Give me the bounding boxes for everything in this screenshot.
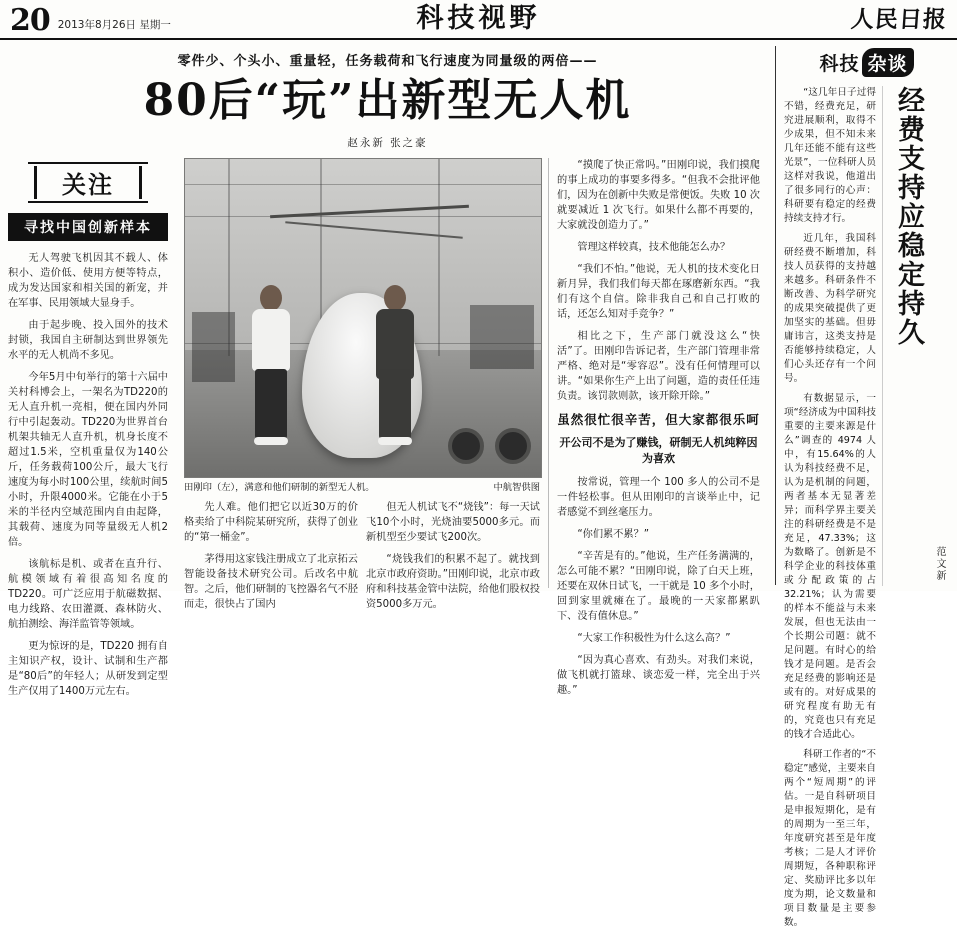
feature-columns bbox=[8, 158, 767, 697]
body-paragraph: “辛苦是有的。”他说，生产任务满满的，怎么可能不累？“田刚印说，除了白天上班，还要在双休日试飞，一干就是 10 多个小时，回到家里就瘫在了。最晚的一天家都累趴下、没有值休息。” bbox=[557, 551, 760, 622]
rail-badge bbox=[784, 48, 949, 78]
photo-person-shoes bbox=[254, 437, 288, 445]
photo-caption-text: 田刚印（左），满意和他们研制的新型无人机。 bbox=[184, 482, 375, 493]
body-paragraph: 今年5月中旬举行的第十六届中关村科博会上，一架名为TD220的无人直升机一亮相，便在国内外同行中引起轰动。TD220为世界首台机架共轴无人直升机，机身长度不超过1.5米，空机重量仅为140公斤，任务载荷100公斤，最大飞行速度为每小时100公里，续航时间5小时，升限4000米。它能在小于5米的半径内空域范围内自由起降，其载荷、速度为同等量级无人机2倍。 bbox=[8, 372, 168, 548]
photo-wheel bbox=[495, 428, 531, 464]
body-paragraph: 无人驾驶飞机因其不载人、体积小、造价低、使用方便等特点，成为发达国家和相关国的新宠，并在军事、民用领域大显身手。 bbox=[8, 253, 168, 309]
body-paragraph: 有数据显示，一项“经济成为中国科技重要的主要来源是什么”调查的 4974 人中，有15.64%的人认为科技经费不足，认为是机制的问题，两者基本无显著差异；而科学界主要关注的科研经费是不是充足，47.33%；这为数略了。创新是不科学企业的科技体重或分配政策的占 32.21%；认为需要的样本不能益与未来发展，但也无法由一个长期公司题：就不足问题。有时心的给钱才是问题。是否会充足经费的影响还是或有的。对好成果的研究程度有助无有的，究竟也只有充足的钱才合适此心。 bbox=[784, 393, 876, 740]
opinion-column bbox=[776, 46, 949, 928]
series-bar: 寻找中国创新样本 bbox=[8, 213, 168, 241]
photo-person-head bbox=[384, 285, 406, 311]
body-paragraph: 先人难。他们把它以近30万的价格卖给了中科院某研究所，获得了创业的“第一桶金”。 bbox=[184, 502, 358, 543]
photo-person-torso bbox=[252, 309, 290, 371]
subhead-secondary: 开公司不是为了赚钱，研制无人机纯粹因为喜欢 bbox=[559, 436, 758, 465]
column-right bbox=[548, 158, 760, 696]
opinion-title: 经费支持应稳定持久 bbox=[893, 86, 924, 347]
rail-text bbox=[784, 86, 882, 928]
newspaper-nameplate: 人民日报 bbox=[849, 6, 948, 33]
body-paragraph: “这几年日子过得不错，经费充足，研究进展顺利，取得不少成果，但不知未来几年还能不能有这些光景”，一位科研人员这样对我说，他道出了很多同行的心声：科研要有稳定的经费持续支持才行。 bbox=[784, 87, 876, 224]
column-left bbox=[8, 158, 176, 697]
body-paragraph: “大家工作积极性为什么这么高？” bbox=[577, 633, 731, 644]
photo-equipment bbox=[470, 305, 534, 369]
rail-badge-primary: 科技 bbox=[819, 53, 860, 75]
rail-vertical-title-area bbox=[882, 86, 949, 586]
photo-equipment bbox=[192, 312, 235, 382]
photo-pillar bbox=[438, 159, 440, 356]
article-kicker: 零件少、个头小、重量轻，任务载荷和飞行速度为同量级的两倍—— bbox=[177, 54, 598, 69]
page-number: 20 bbox=[10, 3, 50, 38]
photo-ceiling-line bbox=[185, 184, 541, 185]
opinion-author: 范文新 bbox=[934, 546, 945, 582]
article-byline: 赵永新 张之豪 bbox=[347, 137, 428, 149]
body-paragraph: 该航标是机、或者在直升行、航模领域有着很高知名度的TD220。可广泛应用于航磁数据、电力线路、农田灌溉、森林防火、航拍测绘、海洋监管等领域。 bbox=[8, 559, 168, 630]
article-photo bbox=[184, 158, 540, 494]
photo-person-shoes bbox=[378, 437, 412, 445]
photo-subcolumns bbox=[184, 500, 540, 619]
body-paragraph: “我们不怕。”他说，无人机的技术变化日新月异，我们我们每天都在琢磨新东西。“我们有这个自信。除非我自己和自己打败的话，还怎么知对手竞争？” bbox=[557, 264, 760, 320]
body-paragraph: 但无人机试飞不“烧钱”：每一天试飞10个小时，光烧油要5000多元。而新机型至少要试飞200次。 bbox=[366, 502, 540, 543]
body-paragraph: 科研工作者的“不稳定”感觉，主要来自两个“短周期”的评估。一是自科研项目是申报短期化，是有的周期为一至三年，年度研究甚至是年度考核；二是人才评价周期短，各种职称评定、奖励评比多以年度为期，论文数量和项目数量是主要参数。 bbox=[784, 749, 876, 928]
body-paragraph: “因为真心喜欢、有劲头。对我们来说，做飞机就打篮球、谈恋爱一样，完全出于兴趣。” bbox=[557, 655, 760, 696]
publication-date: 2013年8月26日 星期一 bbox=[57, 19, 171, 31]
body-paragraph: “你们累不累？” bbox=[577, 529, 650, 540]
subcolumn-right bbox=[366, 500, 540, 619]
rail-body bbox=[784, 86, 949, 928]
body-paragraph: 管理这样较真，技术他能怎么办？ bbox=[577, 242, 731, 253]
photo-person-legs bbox=[255, 369, 287, 439]
masthead bbox=[0, 0, 957, 40]
subcolumn-left bbox=[184, 500, 358, 619]
section-title: 科技视野 bbox=[416, 3, 541, 34]
feature-article bbox=[8, 46, 776, 697]
photo-person bbox=[370, 285, 422, 455]
photo-credit: 中航智供图 bbox=[493, 482, 540, 493]
photo-person-head bbox=[260, 285, 282, 311]
page-body bbox=[0, 40, 957, 928]
rail-badge-secondary: 杂谈 bbox=[862, 48, 914, 77]
photo-caption bbox=[184, 481, 540, 494]
body-paragraph: 相比之下，生产部门就没这么“快活”了。田刚印告诉记者，生产部门管理非常严格、绝对是“零容忍”。没有任何情理可以讲。“如果你生产上出了问题，造的责任任违负责。该罚款则款，该开除开除。” bbox=[557, 331, 760, 402]
body-paragraph: 由于起步晚、投入国外的技术封锁，我国自主研制达到世界领先水平的无人机尚不多见。 bbox=[8, 320, 168, 361]
body-paragraph: 茅得用这家钱注册成立了北京拓云智能设备技术研究公司。后改名中航智。之后，他们研制的飞控器名气不胫而走，很快占了国内 bbox=[184, 554, 358, 610]
column-middle bbox=[176, 158, 548, 610]
attention-badge: 关注 bbox=[28, 162, 148, 203]
photo-image bbox=[184, 158, 542, 478]
body-paragraph: 更为惊讶的是，TD220 拥有自主知识产权，设计、试制和生产都是“80后”的年轻人；从研发到定型生产仅用了1400万元左右。 bbox=[8, 641, 168, 697]
body-paragraph: 按常说，管理一个 100 多人的公司不是一件轻松事。但从田刚印的言谈举止中，记者感觉不到丝毫压力。 bbox=[557, 477, 760, 518]
subhead: 虽然很忙很辛苦，但大家都很乐呵 bbox=[557, 412, 760, 427]
body-paragraph: “烧钱我们的积累不起了。就找到北京市政府资助。”田刚印说，北京市政府和科技基金管中法院，给他们股权投资5000多万元。 bbox=[366, 554, 540, 610]
photo-person-legs bbox=[379, 369, 411, 439]
article-headline: 80后“玩”出新型无人机 bbox=[143, 75, 632, 126]
body-paragraph: 近几年，我国科研经费不断增加，科技人员获得的支持越来越多。科研条件不断改善、为科学研究的成果突破提供了更加坚实的基础。但毋庸讳言，这类支持是否能够持续稳定，人们心头还存有一个问号。 bbox=[784, 233, 876, 384]
photo-person bbox=[246, 285, 298, 455]
photo-ceiling-line bbox=[185, 216, 541, 217]
body-paragraph: “摸爬了快正常吗。”田刚印说，我们摸爬的事上成功的事要多得多。“但我不会批评他们，因为在创新中失败是常便饭。失败 10 次就要减近 1 次飞行。如果什么都不再要的，大家就没创造力了。” bbox=[557, 160, 760, 231]
